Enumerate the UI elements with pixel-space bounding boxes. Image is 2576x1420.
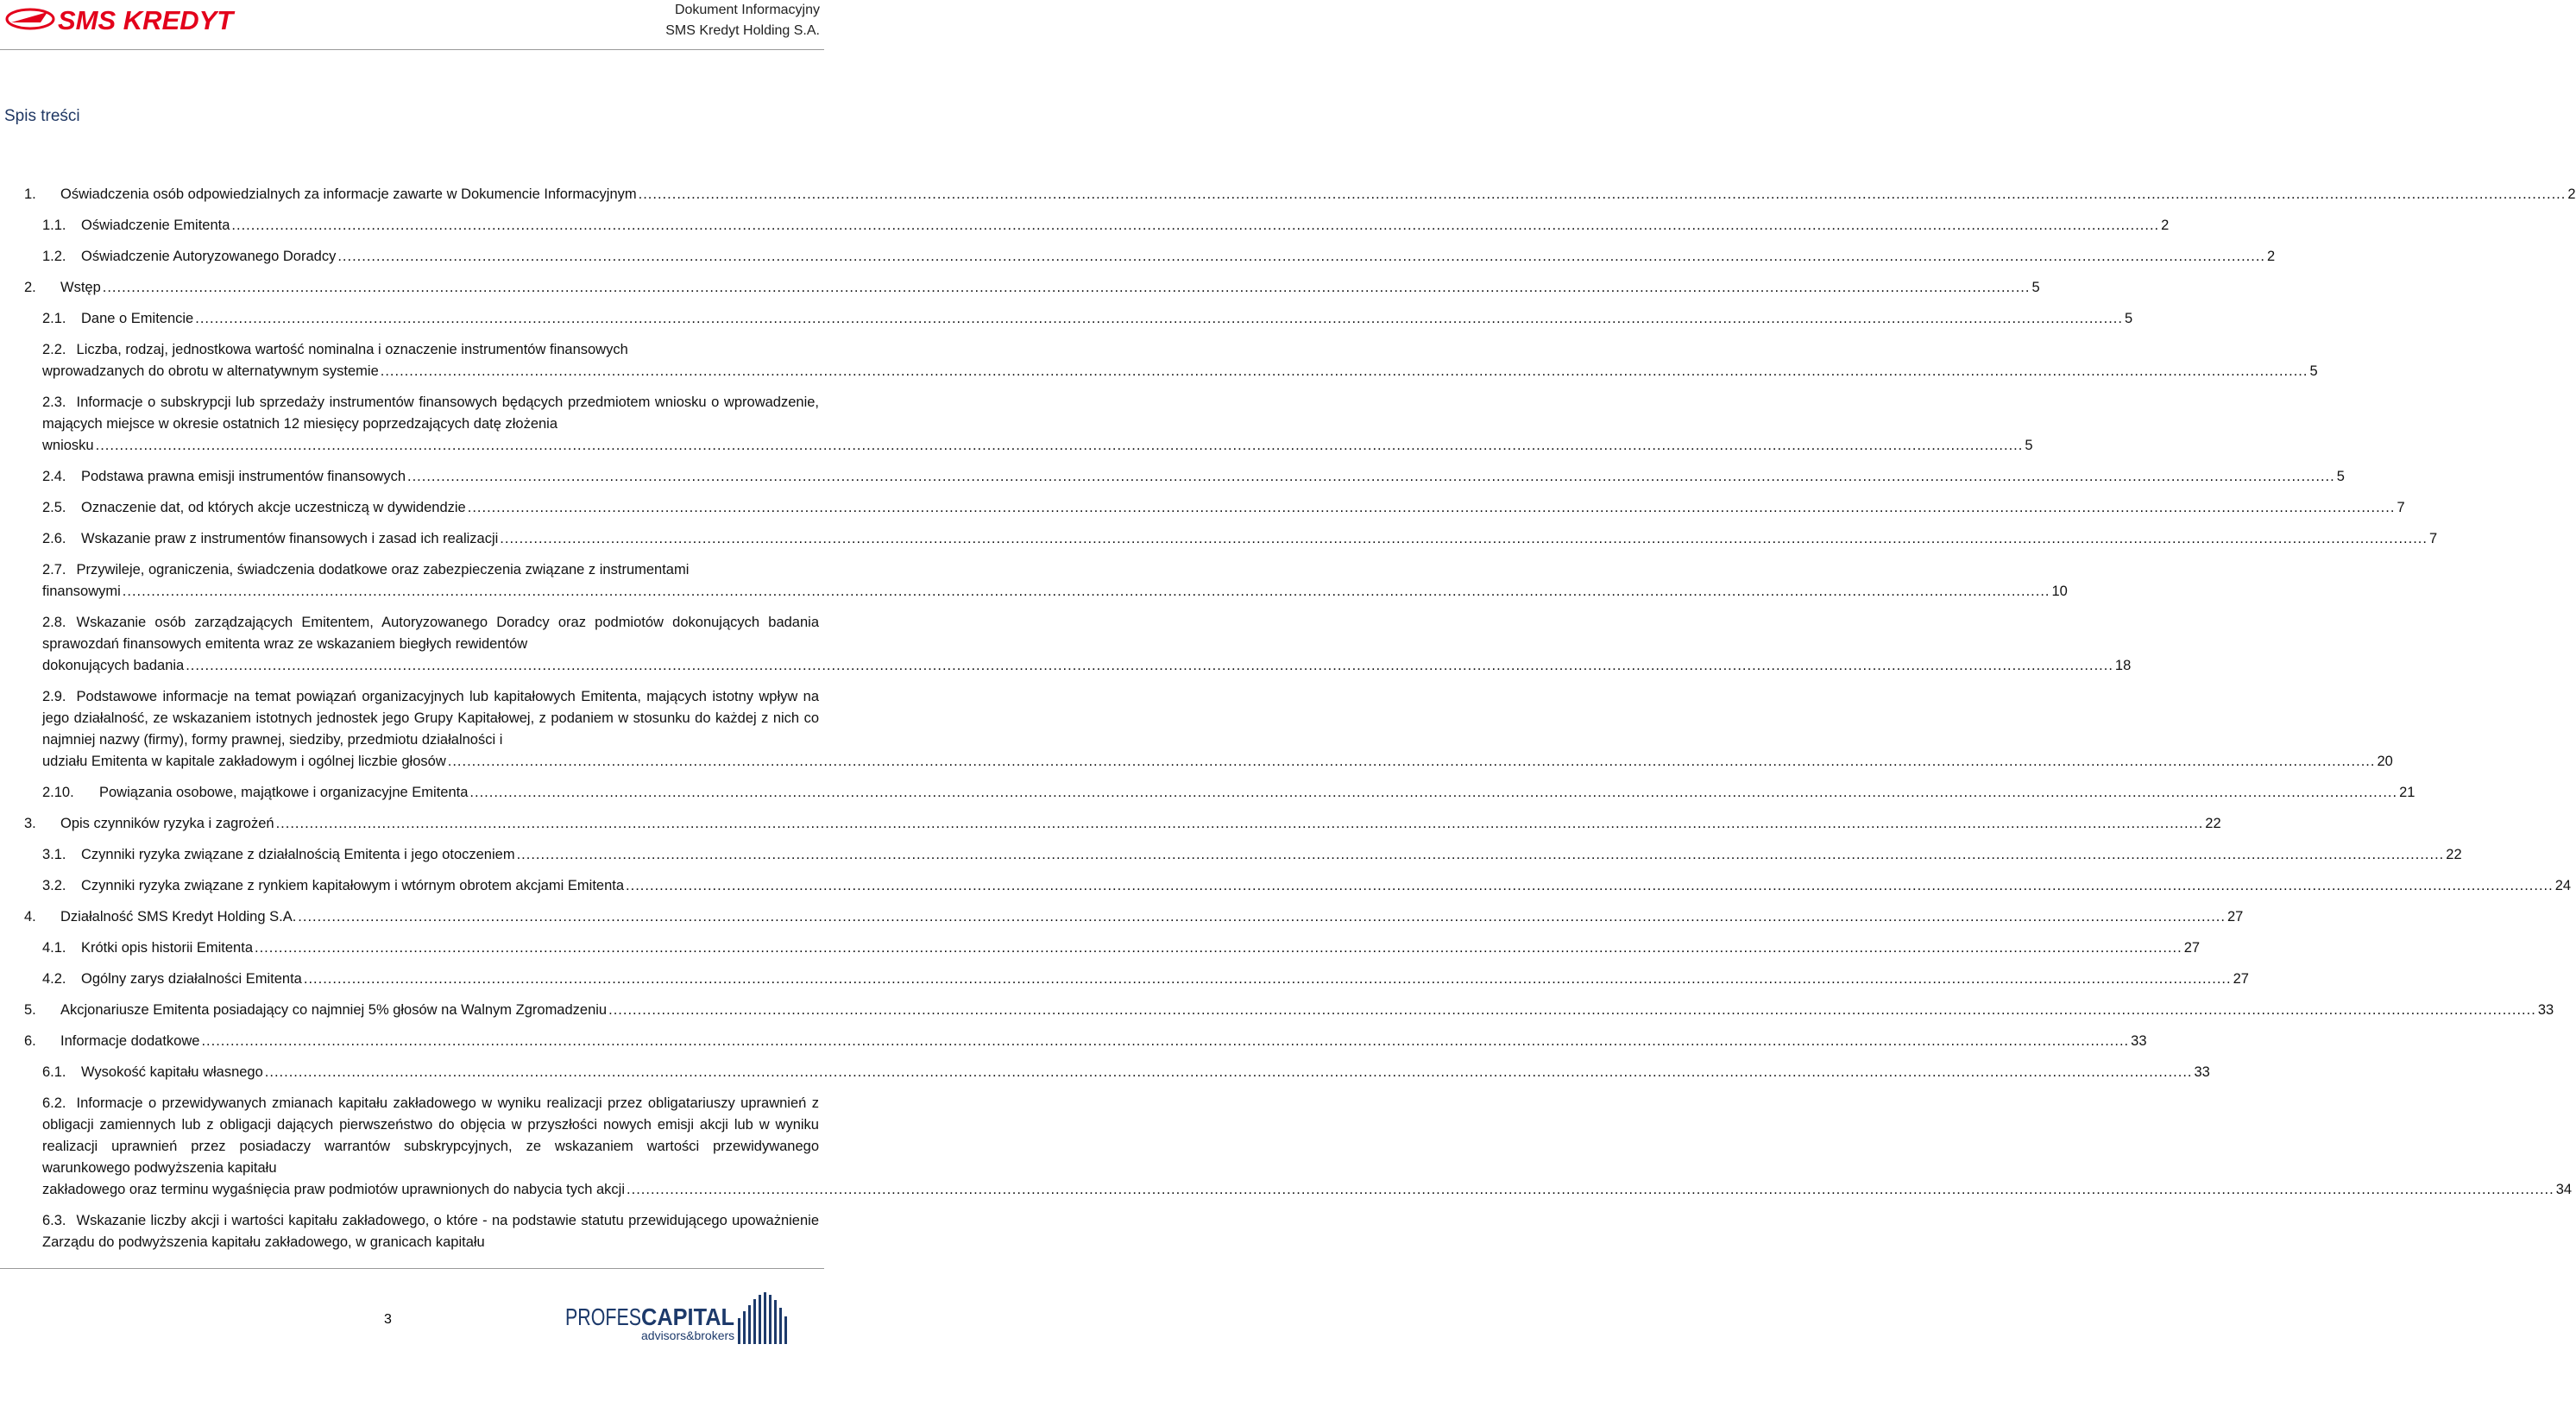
toc-entry[interactable] xyxy=(24,308,2133,330)
toc-page-number: 33 xyxy=(2537,1002,2554,1018)
page-number: 3 xyxy=(384,1312,392,1327)
toc-entry[interactable] xyxy=(24,686,2393,773)
header-company: SMS Kredyt Holding S.A. xyxy=(665,23,820,38)
toc-dot-leader: ................................................................................................................................................................................................................................................................................................................................................................................................................ xyxy=(500,531,2428,546)
toc-entry-title: Działalność SMS Kredyt Holding S.A. xyxy=(60,909,297,925)
toc-dot-leader: ................................................................................................................................................................................................................................................................................................................................................................................................................ xyxy=(638,186,2567,202)
toc-dot-leader: ................................................................................................................................................................................................................................................................................................................................................................................................................ xyxy=(186,658,2113,673)
toc-entry-number: 2.2. xyxy=(42,342,66,357)
toc-page-number: 27 xyxy=(2183,940,2201,956)
toc-entry-number: 2.1. xyxy=(42,311,66,326)
toc-entry-heading: Wskazanie osób zarządzających Emitentem, Autoryzowanego Doradcy oraz podmiotów dokonujących badania sprawozdań finansowych emitenta wraz ze wskazaniem biegłych rewidentów xyxy=(42,615,819,652)
toc-dot-leader: ................................................................................................................................................................................................................................................................................................................................................................................................................ xyxy=(231,218,2160,233)
toc-page-number: 33 xyxy=(2194,1064,2210,1080)
toc-entry-title: wprowadzanych do obrotu w alternatywnym systemie xyxy=(42,363,379,379)
toc-entry-title: Powiązania osobowe, majątkowe i organizacyjne Emitenta xyxy=(99,785,469,800)
toc-entry-title: Wstęp xyxy=(60,280,101,295)
toc-entry[interactable] xyxy=(24,466,2345,488)
toc-entry[interactable] xyxy=(24,1031,2147,1052)
toc-entry-title: Oznaczenie dat, od których akcje uczestniczą w dywidendzie xyxy=(81,500,466,515)
toc-entry-title: dokonujących badania xyxy=(42,658,185,673)
toc-dot-leader: ................................................................................................................................................................................................................................................................................................................................................................................................................ xyxy=(469,785,2398,800)
toc-dot-leader: ................................................................................................................................................................................................................................................................................................................................................................................................................ xyxy=(516,847,2445,862)
toc-entry-title: Informacje dodatkowe xyxy=(60,1033,200,1049)
logo-text: SMS KREDYT xyxy=(58,5,234,35)
toc-entry-title: Krótki opis historii Emitenta xyxy=(81,940,253,956)
toc-page-number: 5 xyxy=(2309,363,2318,379)
toc-page-number: 5 xyxy=(2025,438,2033,453)
toc-page-number: 18 xyxy=(2114,658,2132,673)
toc-entry-title: Dane o Emitencie xyxy=(81,311,194,326)
profescapital-logo xyxy=(565,1292,790,1347)
profescapital-logo-mark xyxy=(565,1292,790,1347)
toc-entry[interactable] xyxy=(24,906,2244,928)
toc-entry[interactable] xyxy=(24,1062,2210,1083)
toc-entry[interactable] xyxy=(24,1093,2573,1201)
toc-entry[interactable] xyxy=(24,215,2170,237)
toc-dot-leader: ................................................................................................................................................................................................................................................................................................................................................................................................................ xyxy=(447,754,2376,769)
toc-dot-leader: ................................................................................................................................................................................................................................................................................................................................................................................................................ xyxy=(255,940,2182,956)
toc-entry-title: Czynniki ryzyka związane z rynkiem kapitałowym i wtórnym obrotem akcjami Emitenta xyxy=(81,878,625,893)
toc-page-number: 21 xyxy=(2399,785,2415,800)
toc-entry-number: 2.4. xyxy=(42,469,66,484)
toc-page-number: 10 xyxy=(2051,584,2068,599)
toc-entry[interactable] xyxy=(24,844,2462,866)
toc-page-number: 5 xyxy=(2336,469,2345,484)
toc-dot-leader: ................................................................................................................................................................................................................................................................................................................................................................................................................ xyxy=(467,500,2396,515)
toc-dot-leader: ................................................................................................................................................................................................................................................................................................................................................................................................................ xyxy=(627,1182,2554,1197)
toc-entry[interactable] xyxy=(24,392,2033,457)
partner-name-part1: PROFES xyxy=(565,1303,641,1330)
partner-name-part2: CAPITAL xyxy=(641,1303,734,1330)
toc-entry[interactable] xyxy=(24,937,2201,959)
sms-kredyt-logo xyxy=(4,3,237,36)
toc-dot-leader: ................................................................................................................................................................................................................................................................................................................................................................................................................ xyxy=(337,249,2266,264)
table-of-contents xyxy=(24,184,2576,1253)
toc-dot-leader: ................................................................................................................................................................................................................................................................................................................................................................................................................ xyxy=(626,878,2554,893)
partner-tagline: advisors&brokers xyxy=(641,1328,735,1342)
toc-entry[interactable] xyxy=(24,184,2576,205)
toc-page-number: 5 xyxy=(2124,311,2133,326)
toc-dot-leader: ................................................................................................................................................................................................................................................................................................................................................................................................................ xyxy=(407,469,2335,484)
toc-entry-heading: Informacje o subskrypcji lub sprzedaży instrumentów finansowych będących przedmiotem wniosku o wprowadzenie, mających miejsce w okresie ostatnich 12 miesięcy poprzedzających datę złożenia xyxy=(42,394,819,432)
toc-entry-number: 4.1. xyxy=(42,940,66,956)
toc-page-number: 34 xyxy=(2555,1182,2573,1197)
toc-entry-heading: Informacje o przewidywanych zmianach kapitału zakładowego w wyniku realizacji przez obligatariuszy uprawnień z obligacji zamiennych lub z obligacji dających pierwszeństwo do objęcia w przyszłości nowych emisji akcji lub w wyniku realizacji uprawnień przez posiadaczy warrantów subskrypcyjnych, ze wskazaniem wartości przewidywanego warunkowego podwyższenia kapitału xyxy=(42,1095,819,1176)
toc-entry[interactable] xyxy=(24,339,2318,382)
toc-entry-heading: Przywileje, ograniczenia, świadczenia dodatkowe oraz zabezpieczenia związane z instrumentami xyxy=(76,562,690,577)
header-divider xyxy=(0,49,824,50)
toc-entry[interactable] xyxy=(24,497,2405,519)
toc-entry[interactable] xyxy=(24,559,2068,603)
toc-entry-number: 2.8. xyxy=(42,615,66,630)
toc-page-number: 27 xyxy=(2226,909,2244,925)
toc-dot-leader: ................................................................................................................................................................................................................................................................................................................................................................................................................ xyxy=(195,311,2123,326)
toc-entry-title: Oświadczenia osób odpowiedzialnych za informacje zawarte w Dokumencie Informacyjnym xyxy=(60,186,637,202)
toc-dot-leader: ................................................................................................................................................................................................................................................................................................................................................................................................................ xyxy=(298,909,2226,925)
toc-entry-title: wniosku xyxy=(42,438,94,453)
toc-entry-number: 2.9. xyxy=(42,689,66,704)
toc-entry-number: 6.3. xyxy=(42,1213,66,1228)
toc-page-number: 7 xyxy=(2396,500,2405,515)
toc-page-number: 20 xyxy=(2377,754,2393,769)
toc-dot-leader: ................................................................................................................................................................................................................................................................................................................................................................................................................ xyxy=(608,1002,2536,1018)
toc-entry-title: Akcjonariusze Emitenta posiadający co najmniej 5% głosów na Walnym Zgromadzeniu xyxy=(60,1002,608,1018)
toc-entry-heading: Wskazanie liczby akcji i wartości kapitału zakładowego, o które - na podstawie statutu przewidującego upoważnienie Zarządu do podwyższenia kapitału zakładowego, w granicach kapitału xyxy=(42,1213,819,1250)
toc-dot-leader: ................................................................................................................................................................................................................................................................................................................................................................................................................ xyxy=(380,363,2308,379)
toc-page-number: 33 xyxy=(2131,1033,2147,1049)
toc-dot-leader: ................................................................................................................................................................................................................................................................................................................................................................................................................ xyxy=(303,971,2232,987)
toc-entry[interactable] xyxy=(24,528,2438,550)
toc-entry-title: Podstawa prawna emisji instrumentów finansowych xyxy=(81,469,406,484)
toc-entry-title: Wysokość kapitału własnego xyxy=(81,1064,263,1080)
toc-entry-number: 6.1. xyxy=(42,1064,66,1080)
toc-entry-number: 4.2. xyxy=(42,971,66,987)
toc-entry[interactable] xyxy=(24,782,2415,804)
toc-entry-number: 2.5. xyxy=(42,500,66,515)
toc-entry[interactable] xyxy=(24,813,2221,835)
toc-dot-leader: ................................................................................................................................................................................................................................................................................................................................................................................................................ xyxy=(102,280,2031,295)
toc-page-number: 2 xyxy=(2161,218,2170,233)
toc-page-number: 7 xyxy=(2428,531,2438,546)
toc-entry-title: Wskazanie praw z instrumentów finansowych i zasad ich realizacji xyxy=(81,531,499,546)
toc-entry[interactable] xyxy=(24,875,2572,897)
header-doc-type: Dokument Informacyjny xyxy=(674,3,820,17)
toc-entry-number: 6.2. xyxy=(42,1095,66,1111)
toc-entry-number: 2.10. xyxy=(42,785,74,800)
toc-entry-number: 3.2. xyxy=(42,878,66,893)
toc-dot-leader: ................................................................................................................................................................................................................................................................................................................................................................................................................ xyxy=(275,816,2204,831)
toc-dot-leader: ................................................................................................................................................................................................................................................................................................................................................................................................................ xyxy=(95,438,2024,453)
toc-dot-leader: ................................................................................................................................................................................................................................................................................................................................................................................................................ xyxy=(122,584,2050,599)
toc-page-number: 24 xyxy=(2554,878,2572,893)
toc-dot-leader: ................................................................................................................................................................................................................................................................................................................................................................................................................ xyxy=(264,1064,2193,1080)
toc-entry-number: 2. xyxy=(24,280,36,295)
toc-entry-number: 1. xyxy=(24,186,36,202)
toc-page-number: 2 xyxy=(2267,249,2276,264)
toc-entry-title: Oświadczenie Autoryzowanego Doradcy xyxy=(81,249,337,264)
toc-entry-number: 4. xyxy=(24,909,36,925)
toc-entry-title: zakładowego oraz terminu wygaśnięcia praw podmiotów uprawnionych do nabycia tych akcji xyxy=(42,1182,626,1197)
toc-entry-heading: Podstawowe informacje na temat powiązań organizacyjnych lub kapitałowych Emitenta, mających istotny wpływ na jego działalność, ze wskazaniem istotnych jednostek jego Grupy Kapitałowej, z podaniem w stosunku do każdej z nich co najmniej nazwy (firmy), formy prawnej, siedziby, przedmiotu działalności i xyxy=(42,689,819,748)
toc-entry[interactable] xyxy=(24,969,2249,990)
sms-kredyt-logo-mark xyxy=(4,3,237,36)
toc-entry[interactable] xyxy=(24,1000,2554,1021)
footer-divider xyxy=(0,1268,824,1269)
toc-entry[interactable] xyxy=(24,1210,819,1253)
toc-entry-number: 6. xyxy=(24,1033,36,1049)
toc-entry-number: 2.6. xyxy=(42,531,66,546)
toc-entry-number: 5. xyxy=(24,1002,36,1018)
toc-entry-title: Czynniki ryzyka związane z działalnością Emitenta i jego otoczeniem xyxy=(81,847,515,862)
toc-page-number: 27 xyxy=(2233,971,2249,987)
toc-entry-number: 3. xyxy=(24,816,36,831)
toc-page-number: 5 xyxy=(2031,280,2040,295)
page-header xyxy=(0,0,828,50)
toc-page-number: 22 xyxy=(2446,847,2462,862)
toc-entry-title: finansowymi xyxy=(42,584,121,599)
toc-page-number: 22 xyxy=(2205,816,2221,831)
toc-entry-title: Oświadczenie Emitenta xyxy=(81,218,230,233)
toc-entry-title: Opis czynników ryzyka i zagrożeń xyxy=(60,816,274,831)
toc-entry-number: 1.1. xyxy=(42,218,66,233)
toc-entry-number: 1.2. xyxy=(42,249,66,264)
toc-page-number: 2 xyxy=(2567,186,2576,202)
toc-entry[interactable] xyxy=(24,612,2132,677)
toc-entry-number: 2.3. xyxy=(42,394,66,410)
toc-dot-leader: ................................................................................................................................................................................................................................................................................................................................................................................................................ xyxy=(201,1033,2130,1049)
toc-entry-title: udziału Emitenta w kapitale zakładowym i ogólnej liczbie głosów xyxy=(42,754,446,769)
toc-entry-number: 2.7. xyxy=(42,562,66,577)
toc-entry[interactable] xyxy=(24,246,2276,268)
toc-title: Spis treści xyxy=(4,107,80,125)
toc-entry-title: Ogólny zarys działalności Emitenta xyxy=(81,971,302,987)
toc-entry[interactable] xyxy=(24,277,2040,299)
header-doc-info xyxy=(665,0,820,41)
toc-entry-number: 3.1. xyxy=(42,847,66,862)
toc-entry-heading: Liczba, rodzaj, jednostkowa wartość nominalna i oznaczenie instrumentów finansowych xyxy=(76,342,628,357)
